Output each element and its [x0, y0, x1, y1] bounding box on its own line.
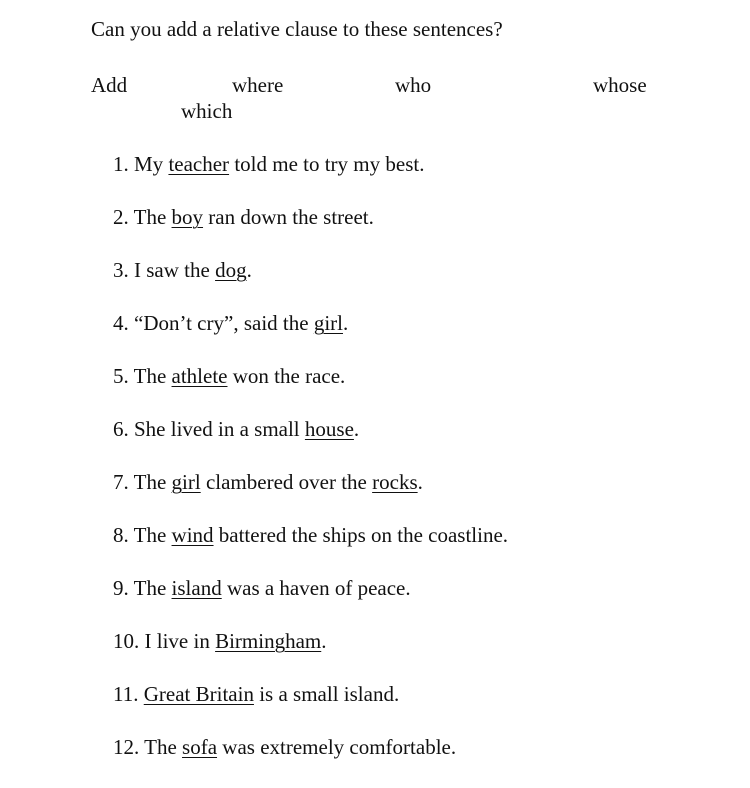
word-bank-which: which	[181, 99, 233, 123]
sentence-item	[113, 152, 508, 205]
underlined-noun: dog	[215, 258, 247, 282]
sentence-text: She lived in a small	[134, 417, 305, 441]
sentence-text: .	[321, 629, 327, 653]
underlined-noun: girl	[313, 311, 343, 335]
underlined-noun: rocks	[372, 470, 418, 494]
sentence-text: I live in	[144, 629, 216, 653]
sentence-item	[113, 735, 508, 788]
sentence-text: The	[133, 523, 172, 547]
sentence-number: 6.	[113, 417, 129, 441]
word-bank-label: Add	[91, 73, 128, 97]
underlined-noun: wind	[171, 523, 214, 547]
underlined-noun: girl	[171, 470, 201, 494]
sentence-text: ran down the street.	[203, 205, 374, 229]
sentence-text: My	[134, 152, 169, 176]
word-bank-whose: whose	[593, 73, 647, 97]
sentence-item	[113, 682, 508, 735]
sentence-text: is a small island.	[253, 682, 400, 706]
sentence-number: 7.	[113, 470, 129, 494]
sentence-item	[113, 311, 508, 364]
sentence-item	[113, 576, 508, 629]
underlined-noun: house	[304, 417, 354, 441]
sentence-number: 11.	[113, 682, 139, 706]
sentence-text: told me to try my best.	[229, 152, 425, 176]
sentence-text: .	[417, 470, 423, 494]
sentence-item	[113, 205, 508, 258]
word-bank-who: who	[395, 73, 432, 97]
sentence-text: .	[342, 311, 349, 335]
sentence-text: I saw the	[134, 258, 216, 282]
sentence-item	[113, 258, 508, 311]
sentence-number: 3.	[113, 258, 129, 282]
underlined-noun: athlete	[171, 364, 228, 388]
sentence-item	[113, 364, 508, 417]
underlined-noun: sofa	[182, 735, 218, 759]
sentence-text: battered the ships on the coastline.	[213, 523, 509, 547]
word-bank-where: where	[232, 73, 284, 97]
sentence-text: .	[353, 417, 360, 441]
sentence-number: 10.	[113, 629, 140, 653]
underlined-noun: island	[171, 576, 222, 600]
sentence-text: .	[246, 258, 252, 282]
sentence-text: was extremely comfortable.	[217, 735, 457, 759]
sentence-text: clambered over the	[200, 470, 373, 494]
sentence-text: The	[144, 735, 183, 759]
worksheet-title: Can you add a relative clause to these sentences?	[91, 17, 503, 41]
sentence-text: The	[133, 364, 172, 388]
sentence-item	[113, 523, 508, 576]
underlined-noun: Birmingham	[215, 629, 322, 653]
sentence-number: 1.	[113, 152, 129, 176]
sentence-text: was a haven of peace.	[221, 576, 411, 600]
sentence-item	[113, 417, 508, 470]
sentence-text: won the race.	[227, 364, 346, 388]
sentence-text: The	[133, 470, 172, 494]
sentence-item	[113, 629, 508, 682]
sentence-number: 8.	[113, 523, 129, 547]
underlined-noun: teacher	[168, 152, 230, 176]
sentence-list	[113, 152, 508, 788]
sentence-number: 4.	[113, 311, 129, 335]
sentence-text: “Don’t cry”, said the	[134, 311, 314, 335]
sentence-number: 2.	[113, 205, 129, 229]
sentence-number: 12.	[113, 735, 140, 759]
sentence-text: The	[133, 205, 172, 229]
sentence-item	[113, 470, 508, 523]
underlined-noun: Great Britain	[143, 682, 254, 706]
sentence-text: The	[133, 576, 172, 600]
sentence-number: 5.	[113, 364, 129, 388]
sentence-number: 9.	[113, 576, 129, 600]
underlined-noun: boy	[171, 205, 204, 229]
